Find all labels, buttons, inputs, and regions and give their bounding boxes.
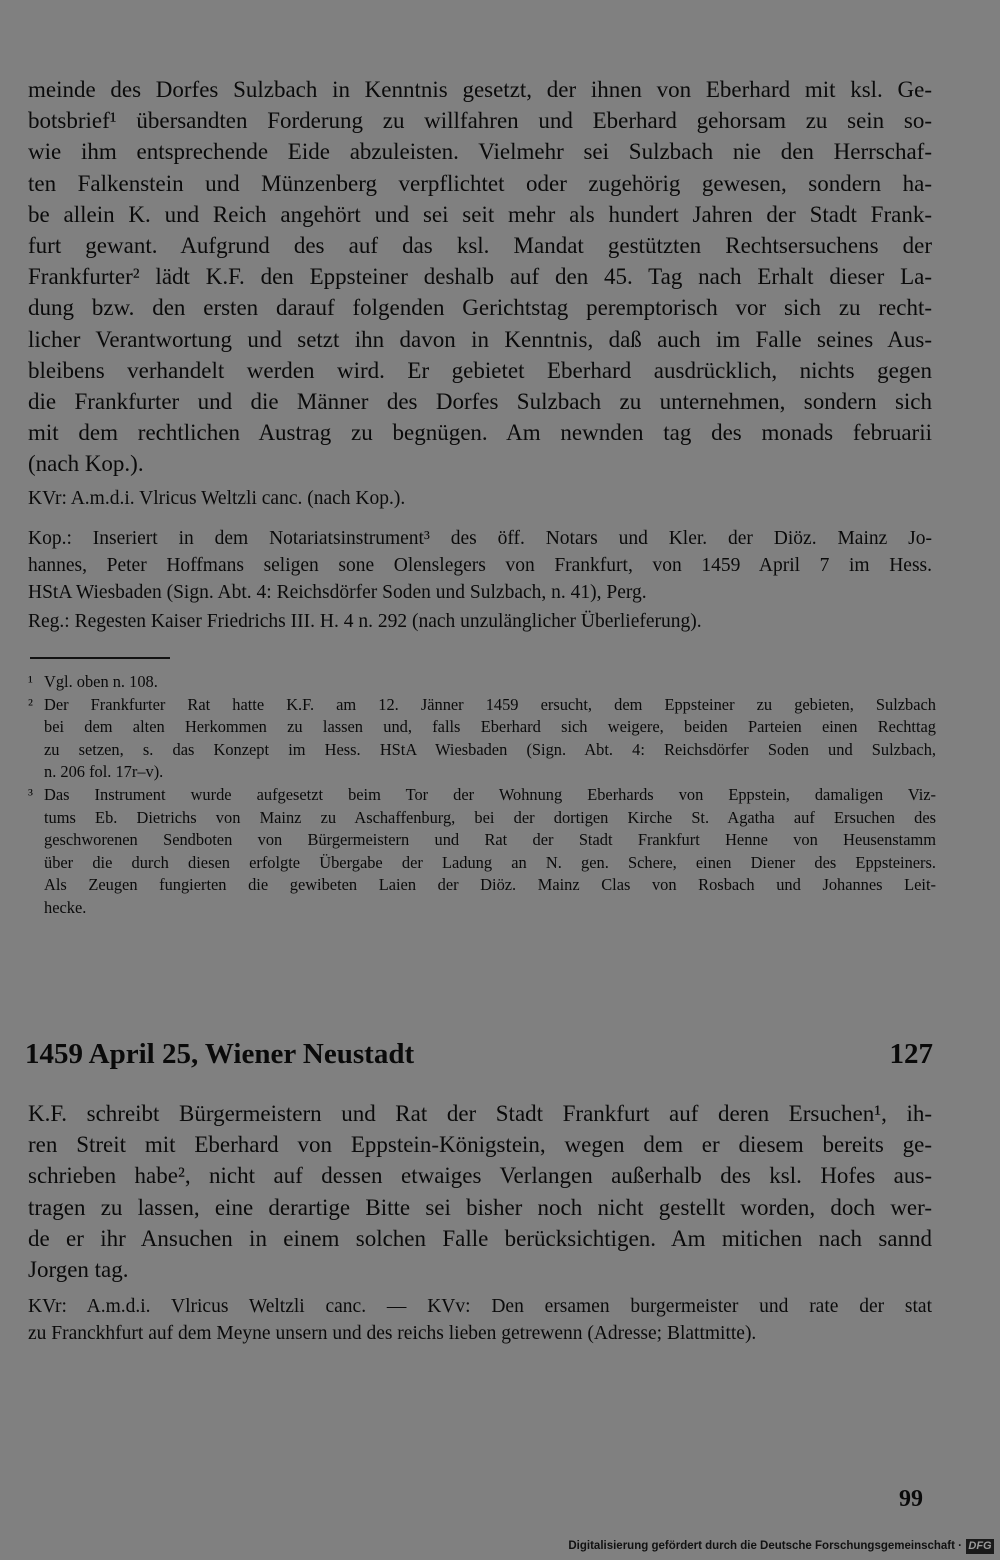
footnote-text: n. 206 fol. 17r–v). bbox=[44, 762, 164, 782]
kvr-line: zu Franckhfurt auf dem Meyne unsern und des reichs lieben getrewenn (Adresse; Blattmitte). bbox=[28, 1323, 757, 1344]
kop-line: HStA Wiesbaden (Sign. Abt. 4: Reichsdörfer Soden und Sulzbach, n. 41), Perg. bbox=[28, 582, 647, 603]
kop-line: hannes, Peter Hoffmans seligen sone Olenslegers von Frankfurt, von 1459 April 7 im Hess. bbox=[28, 555, 932, 576]
kvr-line: KVr: A.m.d.i. Vlricus Weltzli canc. — KVv: Den ersamen burgermeister und rate der stat bbox=[28, 1296, 932, 1317]
text-line: (nach Kop.). bbox=[28, 451, 144, 477]
footnote-3 bbox=[28, 784, 936, 807]
footnote-mark: ³ bbox=[28, 784, 33, 804]
text-line: be allein K. und Reich angehört und sei seit mehr als hundert Jahren der Stadt Frank- bbox=[28, 201, 932, 227]
footer-credit: Digitalisierung gefördert durch die Deutsche Forschungsgemeinschaft · bbox=[568, 1540, 962, 1552]
prev-entry-text bbox=[28, 74, 932, 480]
kop-line: Kop.: Inseriert in dem Notariatsinstrument³ des öff. Notars und Kler. der Diöz. Mainz Jo- bbox=[28, 528, 932, 549]
footnote-text: Als Zeugen fungierten die gewibeten Laien der Diöz. Mainz Clas von Rosbach und Johannes Leit- bbox=[44, 875, 936, 895]
text-line: Jorgen tag. bbox=[28, 1257, 129, 1283]
text-line: bleibens verhandelt werden wird. Er gebietet Eberhard ausdrücklich, nichts gegen bbox=[28, 357, 932, 383]
text-line: dung bzw. den ersten darauf folgenden Gerichtstag peremptorisch vor sich zu recht- bbox=[28, 295, 932, 321]
footnote-2 bbox=[28, 694, 936, 717]
text-line: K.F. schreibt Bürgermeistern und Rat der Stadt Frankfurt auf deren Ersuchen¹, ih- bbox=[28, 1101, 932, 1126]
page-number: 99 bbox=[899, 1486, 923, 1512]
entry-kvr bbox=[28, 1293, 932, 1347]
text-line: tragen zu lassen, eine derartige Bitte sei bisher noch nicht gestellt worden, doch wer- bbox=[28, 1194, 932, 1220]
footnote-text: Vgl. oben n. 108. bbox=[44, 672, 158, 691]
footnote-text: Der Frankfurter Rat hatte K.F. am 12. Jänner 1459 ersucht, dem Eppsteiner zu gebieten, Sulzbach bbox=[44, 694, 936, 714]
footnote-mark: ² bbox=[28, 694, 33, 714]
footnote-divider bbox=[30, 657, 170, 659]
text-line: meinde des Dorfes Sulzbach in Kenntnis gesetzt, der ihnen von Eberhard mit ksl. Ge- bbox=[28, 77, 932, 102]
footnote-text: hecke. bbox=[44, 897, 87, 917]
prev-entry-reg: Reg.: Regesten Kaiser Friedrichs III. H. 4 n. 292 (nach unzulänglicher Überlieferung). bbox=[28, 611, 702, 632]
footnote-text: zu setzen, s. das Konzept im Hess. HStA Wiesbaden (Sign. Abt. 4: Reichsdörfer Soden und Sulzbach, bbox=[44, 739, 936, 759]
text-line: ren Streit mit Eberhard von Eppstein-Königstein, wegen dem er diesem bereits ge- bbox=[28, 1132, 932, 1158]
text-line: de er ihr Ansuchen in einem solchen Falle berücksichtigen. Am mitichen nach sannd bbox=[28, 1225, 932, 1251]
entry-number: 127 bbox=[889, 1038, 933, 1070]
footnote-text: bei dem alten Herkommen zu lassen und, falls Eberhard sich weigere, beiden Parteien einen Rechttag bbox=[44, 717, 936, 737]
text-line: die Frankfurter und die Männer des Dorfes Sulzbach zu unternehmen, sondern sich bbox=[28, 389, 932, 415]
footnote-mark: ¹ bbox=[28, 672, 33, 691]
text-line: ten Falkenstein und Münzenberg verpflichtet oder zugehörig gewesen, sondern ha- bbox=[28, 170, 932, 196]
footnote-1 bbox=[28, 671, 936, 694]
entry-text bbox=[28, 1098, 932, 1285]
dfg-logo-icon: DFG bbox=[966, 1539, 994, 1554]
text-line: botsbrief¹ übersandten Forderung zu willfahren und Eberhard gehorsam zu sein so- bbox=[28, 108, 932, 134]
text-line: Frankfurter² lädt K.F. den Eppsteiner deshalb auf den 45. Tag nach Erhalt dieser La- bbox=[28, 264, 932, 290]
footnote-text: tums Eb. Dietrichs von Mainz zu Aschaffenburg, bei der dortigen Kirche St. Agatha auf Ersuchen des bbox=[44, 807, 936, 827]
text-line: schrieben habe², nicht auf dessen etwaiges Verlangen außerhalb des ksl. Hofes aus- bbox=[28, 1163, 932, 1189]
footnote-text: geschworenen Sendboten von Bürgermeistern und Rat der Stadt Frankfurt Henne von Heusenstamm bbox=[44, 830, 936, 850]
text-line: licher Verantwortung und setzt ihn davon in Kenntnis, daß auch im Falle seines Aus- bbox=[28, 326, 932, 352]
entry-heading bbox=[25, 1036, 933, 1072]
text-line: mit dem rechtlichen Austrag zu begnügen. Am newnden tag des monads februarii bbox=[28, 420, 932, 446]
footnote-text: Das Instrument wurde aufgesetzt beim Tor der Wohnung Eberhards von Eppstein, damaligen Viz- bbox=[44, 784, 936, 804]
entry-date-place: 1459 April 25, Wiener Neustadt bbox=[25, 1038, 415, 1070]
footnote-text: über die durch diesen erfolgte Übergabe der Ladung an N. gen. Schere, einen Diener des Eppsteiners. bbox=[44, 852, 936, 872]
text-line: furt gewant. Aufgrund des auf das ksl. Mandat gestützten Rechtsersuchens der bbox=[28, 233, 932, 259]
text-line: wie ihm entsprechende Eide abzuleisten. Vielmehr sei Sulzbach nie den Herrschaf- bbox=[28, 139, 932, 165]
prev-entry-kvr: KVr: A.m.d.i. Vlricus Weltzli canc. (nach Kop.). bbox=[28, 488, 406, 509]
prev-entry-kop bbox=[28, 525, 932, 606]
footnotes bbox=[28, 671, 936, 920]
